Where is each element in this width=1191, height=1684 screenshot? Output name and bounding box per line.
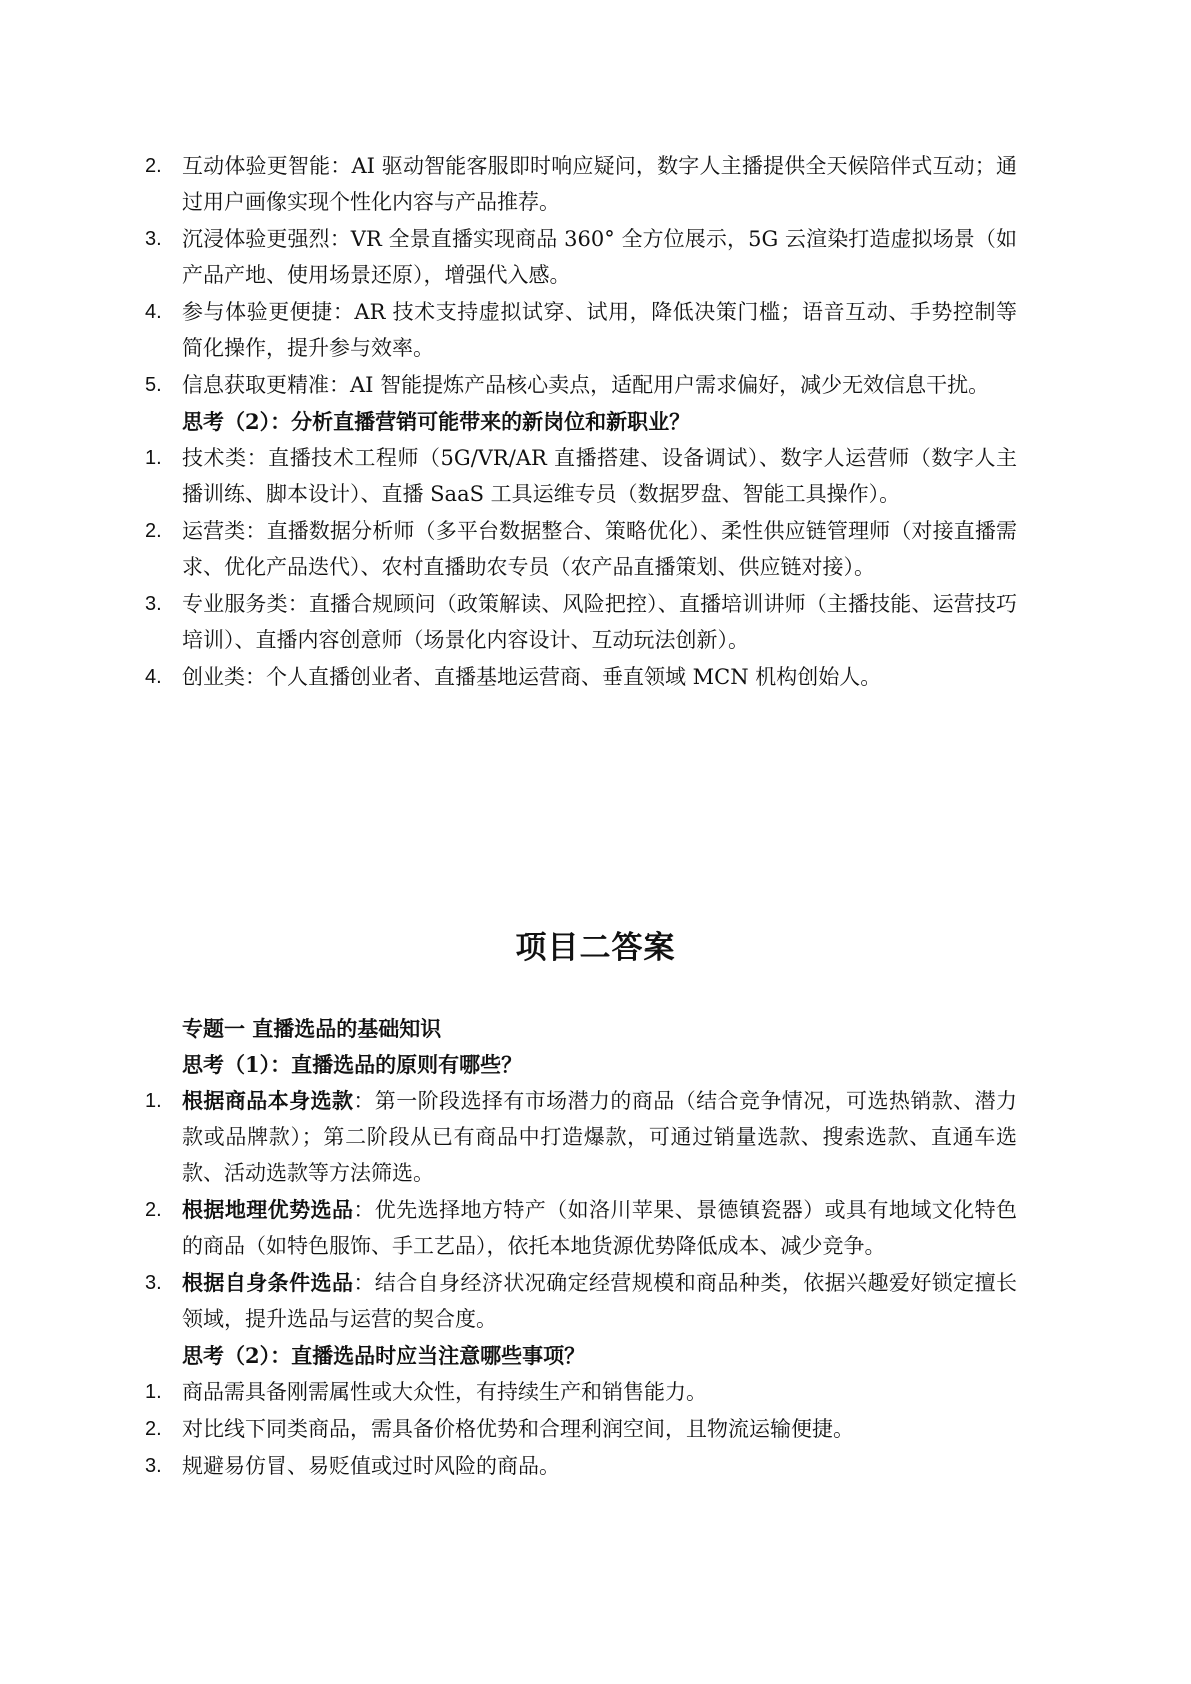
list-item xyxy=(145,440,1017,512)
list-item xyxy=(145,294,1017,366)
list-item xyxy=(145,1411,1017,1447)
list-number: 4. xyxy=(145,301,162,323)
list-number: 4. xyxy=(145,666,162,688)
list-item-lead: 根据自身条件选品 xyxy=(182,1270,354,1295)
list-number: 3. xyxy=(145,1272,162,1294)
list-text: 沉浸体验更强烈：VR 全景直播实现商品 360° 全方位展示，5G 云渲染打造虚拟场景（如产品产地、使用场景还原），增强代入感。 xyxy=(182,227,1017,287)
list-number: 3. xyxy=(145,593,162,615)
list-item xyxy=(145,1374,1017,1410)
experience-list xyxy=(145,148,1017,403)
list-number: 3. xyxy=(145,1455,162,1477)
list-text: 创业类：个人直播创业者、直播基地运营商、垂直领域 MCN 机构创始人。 xyxy=(182,665,882,689)
topic-heading: 专题一 直播选品的基础知识 xyxy=(182,1016,442,1041)
list-item xyxy=(145,659,1017,695)
list-item xyxy=(145,148,1017,220)
project-one-continuation xyxy=(145,148,1017,696)
list-number: 2. xyxy=(145,1199,162,1221)
list-text: 商品需具备刚需属性或大众性，有持续生产和销售能力。 xyxy=(182,1380,707,1404)
list-number: 2. xyxy=(145,520,162,542)
list-number: 1. xyxy=(145,447,162,469)
list-text: 专业服务类：直播合规顾问（政策解读、风险把控）、直播培训讲师（主播技能、运营技巧培训）、直播内容创意师（场景化内容设计、互动玩法创新）。 xyxy=(182,592,1017,652)
list-item xyxy=(145,221,1017,293)
list-item xyxy=(145,1083,1017,1191)
list-text: ：第一阶段选择有市场潜力的商品（结合竞争情况，可选热销款、潜力款或品牌款）；第二阶段从已有商品中打造爆款，可通过销量选款、搜索选款、直通车选款、活动选款等方法筛选。 xyxy=(182,1089,1018,1185)
list-item xyxy=(145,513,1017,585)
list-text: ：优先选择地方特产（如洛川苹果、景德镇瓷器）或具有地域文化特色的商品（如特色服饰、手工艺品），依托本地货源优势降低成本、减少竞争。 xyxy=(182,1198,1018,1258)
question-heading: 思考（2）：直播选品时应当注意哪些事项？ xyxy=(182,1343,586,1368)
list-text: 规避易仿冒、易贬值或过时风险的商品。 xyxy=(182,1454,560,1478)
section-title: 项目二答案 xyxy=(515,930,676,966)
selection-principles-list xyxy=(145,1083,1017,1337)
list-item-lead: 根据商品本身选款 xyxy=(182,1088,354,1113)
list-item xyxy=(145,1265,1017,1337)
list-item xyxy=(145,367,1017,403)
list-number: 2. xyxy=(145,1418,162,1440)
list-text: 运营类：直播数据分析师（多平台数据整合、策略优化）、柔性供应链管理师（对接直播需求、优化产品迭代）、农村直播助农专员（农产品直播策划、供应链对接）。 xyxy=(182,519,1017,579)
list-text: ：结合自身经济状况确定经营规模和商品种类，依据兴趣爱好锁定擅长领域，提升选品与运营的契合度。 xyxy=(182,1271,1018,1331)
list-item-lead: 根据地理优势选品 xyxy=(182,1197,354,1222)
new-jobs-list xyxy=(145,440,1017,695)
list-number: 1. xyxy=(145,1381,162,1403)
question-heading: 思考（1）：直播选品的原则有哪些？ xyxy=(182,1052,523,1077)
list-text: 参与体验更便捷：AR 技术支持虚拟试穿、试用，降低决策门槛；语音互动、手势控制等简化操作，提升参与效率。 xyxy=(182,300,1017,360)
list-number: 3. xyxy=(145,228,162,250)
list-number: 1. xyxy=(145,1090,162,1112)
list-text: 信息获取更精准：AI 智能提炼产品核心卖点，适配用户需求偏好，减少无效信息干扰。 xyxy=(182,373,990,397)
list-item xyxy=(145,1448,1017,1484)
list-item xyxy=(145,586,1017,658)
list-text: 互动体验更智能：AI 驱动智能客服即时响应疑问，数字人主播提供全天候陪伴式互动；通过用户画像实现个性化内容与产品推荐。 xyxy=(182,154,1017,214)
list-text: 对比线下同类商品，需具备价格优势和合理利润空间，且物流运输便捷。 xyxy=(182,1417,854,1441)
project-two-answers xyxy=(145,1011,1017,1485)
question-heading: 思考（2）：分析直播营销可能带来的新岗位和新职业？ xyxy=(182,409,691,434)
list-text: 技术类：直播技术工程师（5G/VR/AR 直播搭建、设备调试）、数字人运营师（数字人主播训练、脚本设计）、直播 SaaS 工具运维专员（数据罗盘、智能工具操作）。 xyxy=(182,446,1017,506)
list-item xyxy=(145,1192,1017,1264)
list-number: 2. xyxy=(145,155,162,177)
list-number: 5. xyxy=(145,374,162,396)
selection-notes-list xyxy=(145,1374,1017,1484)
